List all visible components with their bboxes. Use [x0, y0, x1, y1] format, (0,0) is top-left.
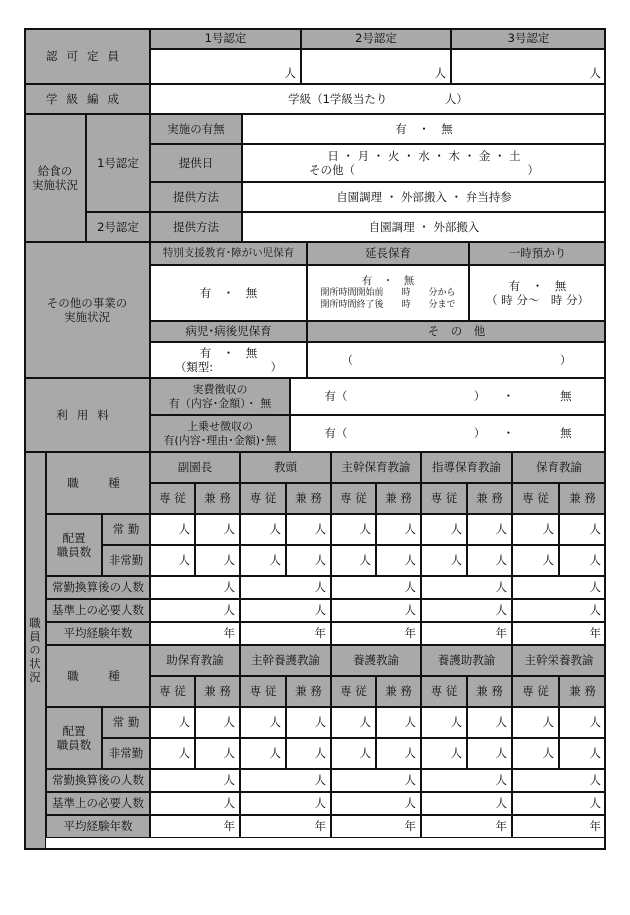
concurrent-header: 兼 務: [559, 483, 606, 514]
parttime-dedicated-field[interactable]: 人: [512, 545, 559, 576]
fulltime-concurrent-field[interactable]: 人: [195, 707, 240, 738]
parttime-concurrent-field[interactable]: 人: [376, 738, 421, 769]
meal-implementation-label: 実施の有無: [150, 114, 242, 144]
concurrent-header: 兼 務: [286, 483, 331, 514]
extended-care-header: 延長保育: [307, 242, 469, 265]
fte-field[interactable]: 人: [512, 576, 606, 599]
job-title-2-2: 養護教諭: [331, 645, 421, 676]
fte-field[interactable]: 人: [421, 576, 512, 599]
fulltime-concurrent-field[interactable]: 人: [467, 514, 512, 545]
dedicated-header: 専 従: [240, 483, 286, 514]
parttime-dedicated-field[interactable]: 人: [150, 738, 195, 769]
cert2-capacity-field[interactable]: 人: [301, 49, 451, 84]
parttime-dedicated-field[interactable]: 人: [421, 545, 467, 576]
fulltime-concurrent-field[interactable]: 人: [286, 514, 331, 545]
required-count-label: 基準上の必要人数: [46, 792, 150, 815]
experience-field[interactable]: 年: [331, 622, 421, 645]
fulltime-dedicated-field[interactable]: 人: [150, 707, 195, 738]
meal-days-label: 提供日: [150, 144, 242, 182]
job-title-2-1: 主幹養護教諭: [240, 645, 331, 676]
meal-cert2-label: 2号認定: [86, 212, 150, 242]
parttime-concurrent-field[interactable]: 人: [195, 738, 240, 769]
full-time-label: 常 勤: [102, 707, 150, 738]
dedicated-header: 専 従: [421, 676, 467, 707]
special-support-field[interactable]: 有 ・ 無: [150, 265, 307, 321]
fte-field[interactable]: 人: [240, 576, 331, 599]
fulltime-concurrent-field[interactable]: 人: [376, 514, 421, 545]
experience-field[interactable]: 年: [331, 815, 421, 838]
staff-count-label: 配置 職員数: [46, 514, 102, 576]
additional-fee-field[interactable]: 有（ ） ・ 無: [290, 415, 606, 452]
fulltime-concurrent-field[interactable]: 人: [467, 707, 512, 738]
fulltime-dedicated-field[interactable]: 人: [331, 514, 376, 545]
parttime-concurrent-field[interactable]: 人: [286, 738, 331, 769]
required-field[interactable]: 人: [421, 599, 512, 622]
experience-field[interactable]: 年: [421, 622, 512, 645]
dedicated-header: 専 従: [512, 483, 559, 514]
cert2-header: 2号認定: [301, 28, 451, 49]
dedicated-header: 専 従: [150, 483, 195, 514]
meal-cert1-label: 1号認定: [86, 114, 150, 212]
job-title-2-4: 主幹栄養教諭: [512, 645, 606, 676]
concurrent-header: 兼 務: [376, 483, 421, 514]
job-title-1-1: 教頭: [240, 452, 331, 483]
extended-care-start: 開所時間開始前 時 分から: [320, 288, 456, 299]
experience-field[interactable]: 年: [240, 815, 331, 838]
fulltime-dedicated-field[interactable]: 人: [331, 707, 376, 738]
fulltime-dedicated-field[interactable]: 人: [240, 514, 286, 545]
staff-count-label: 配置 職員数: [46, 707, 102, 769]
fte-field[interactable]: 人: [150, 769, 240, 792]
sick-child-field[interactable]: 有 ・ 無 （類型: ）: [150, 342, 307, 378]
job-title-1-3: 指導保育教諭: [421, 452, 512, 483]
sick-child-header: 病児･病後児保育: [150, 321, 307, 342]
experience-field[interactable]: 年: [512, 815, 606, 838]
parttime-dedicated-field[interactable]: 人: [240, 545, 286, 576]
other-services-label: その他の事業の 実施状況: [24, 242, 150, 378]
parttime-concurrent-field[interactable]: 人: [195, 545, 240, 576]
parttime-concurrent-field[interactable]: 人: [559, 545, 606, 576]
parttime-dedicated-field[interactable]: 人: [150, 545, 195, 576]
meal-implementation-field[interactable]: 有 ・ 無: [242, 114, 606, 144]
meal-method-label: 提供方法: [150, 182, 242, 212]
part-time-label: 非常勤: [102, 545, 150, 576]
parttime-dedicated-field[interactable]: 人: [331, 738, 376, 769]
fulltime-dedicated-field[interactable]: 人: [512, 707, 559, 738]
meal-method-cert2-field[interactable]: 自園調理 ・ 外部搬入: [242, 212, 606, 242]
fte-field[interactable]: 人: [512, 769, 606, 792]
required-field[interactable]: 人: [150, 599, 240, 622]
required-field[interactable]: 人: [512, 792, 606, 815]
parttime-concurrent-field[interactable]: 人: [286, 545, 331, 576]
fulltime-concurrent-field[interactable]: 人: [559, 514, 606, 545]
fte-field[interactable]: 人: [421, 769, 512, 792]
parttime-concurrent-field[interactable]: 人: [467, 545, 512, 576]
required-field[interactable]: 人: [240, 599, 331, 622]
fulltime-dedicated-field[interactable]: 人: [150, 514, 195, 545]
fte-count-label: 常勤換算後の人数: [46, 576, 150, 599]
other-header: そ の 他: [307, 321, 606, 342]
parttime-concurrent-field[interactable]: 人: [559, 738, 606, 769]
part-time-label: 非常勤: [102, 738, 150, 769]
dedicated-header: 専 従: [331, 676, 376, 707]
extended-care-end: 開所時間終了後 時 分まで: [320, 299, 456, 310]
cert1-header: 1号認定: [150, 28, 301, 49]
concurrent-header: 兼 務: [559, 676, 606, 707]
cert1-capacity-field[interactable]: 人: [150, 49, 301, 84]
parttime-dedicated-field[interactable]: 人: [240, 738, 286, 769]
job-type-label: 職 種: [46, 452, 150, 514]
parttime-dedicated-field[interactable]: 人: [331, 545, 376, 576]
actual-cost-field[interactable]: 有（ ） ・ 無: [290, 378, 606, 415]
fte-field[interactable]: 人: [150, 576, 240, 599]
fte-field[interactable]: 人: [331, 769, 421, 792]
required-field[interactable]: 人: [421, 792, 512, 815]
required-field[interactable]: 人: [512, 599, 606, 622]
job-type-label: 職 種: [46, 645, 150, 707]
extended-care-yesno: 有 ・ 無: [361, 275, 415, 288]
required-field[interactable]: 人: [240, 792, 331, 815]
meal-method-cert2-label: 提供方法: [150, 212, 242, 242]
fulltime-dedicated-field[interactable]: 人: [240, 707, 286, 738]
fulltime-concurrent-field[interactable]: 人: [376, 707, 421, 738]
meal-label: 給食の 実施状況: [24, 114, 86, 242]
experience-field[interactable]: 年: [150, 815, 240, 838]
concurrent-header: 兼 務: [286, 676, 331, 707]
class-organization-label: 学級編成: [24, 84, 150, 114]
required-field[interactable]: 人: [331, 792, 421, 815]
special-support-header: 特別支援教育･障がい児保育: [150, 242, 307, 265]
meal-days-field[interactable]: 日 ・ 月 ・ 火 ・ 水 ・ 木 ・ 金 ・ 土 その他（ ）: [242, 144, 606, 182]
parttime-dedicated-field[interactable]: 人: [512, 738, 559, 769]
temporary-care-header: 一時預かり: [469, 242, 606, 265]
fulltime-concurrent-field[interactable]: 人: [286, 707, 331, 738]
job-title-1-2: 主幹保育教諭: [331, 452, 421, 483]
class-organization-field[interactable]: 学級（1学級当たり 人）: [150, 84, 606, 114]
actual-cost-label: 実費徴収の 有（内容･金額）・ 無: [150, 378, 290, 415]
fulltime-concurrent-field[interactable]: 人: [559, 707, 606, 738]
concurrent-header: 兼 務: [467, 676, 512, 707]
concurrent-header: 兼 務: [467, 483, 512, 514]
license-form: [24, 28, 606, 850]
parttime-concurrent-field[interactable]: 人: [376, 545, 421, 576]
fulltime-dedicated-field[interactable]: 人: [421, 707, 467, 738]
experience-field[interactable]: 年: [240, 622, 331, 645]
job-title-1-0: 副園長: [150, 452, 240, 483]
concurrent-header: 兼 務: [376, 676, 421, 707]
fte-field[interactable]: 人: [240, 769, 331, 792]
other-field[interactable]: （ ）: [307, 342, 606, 378]
parttime-dedicated-field[interactable]: 人: [421, 738, 467, 769]
fte-field[interactable]: 人: [331, 576, 421, 599]
required-field[interactable]: 人: [331, 599, 421, 622]
job-title-1-4: 保育教諭: [512, 452, 606, 483]
required-count-label: 基準上の必要人数: [46, 599, 150, 622]
concurrent-header: 兼 務: [195, 676, 240, 707]
fees-label: 利用料: [24, 378, 150, 452]
job-title-2-3: 養護助教諭: [421, 645, 512, 676]
temporary-care-field[interactable]: 有 ・ 無 （ 時 分～ 時 分）: [469, 265, 606, 321]
experience-field[interactable]: 年: [150, 622, 240, 645]
additional-fee-label: 上乗せ徴収の 有(内容･理由･金額)･無: [150, 415, 290, 452]
dedicated-header: 専 従: [240, 676, 286, 707]
experience-field[interactable]: 年: [421, 815, 512, 838]
dedicated-header: 専 従: [150, 676, 195, 707]
fulltime-dedicated-field[interactable]: 人: [421, 514, 467, 545]
fulltime-dedicated-field[interactable]: 人: [512, 514, 559, 545]
staff-status-label: 職員の状況: [24, 452, 46, 850]
dedicated-header: 専 従: [331, 483, 376, 514]
extended-care-field[interactable]: [307, 265, 469, 321]
avg-experience-label: 平均経験年数: [46, 815, 150, 838]
full-time-label: 常 勤: [102, 514, 150, 545]
dedicated-header: 専 従: [421, 483, 467, 514]
cert3-header: 3号認定: [451, 28, 606, 49]
dedicated-header: 専 従: [512, 676, 559, 707]
meal-method-field[interactable]: 自園調理 ・ 外部搬入 ・ 弁当持参: [242, 182, 606, 212]
job-title-2-0: 助保育教諭: [150, 645, 240, 676]
concurrent-header: 兼 務: [195, 483, 240, 514]
capacity-label: 認可定員: [24, 28, 150, 84]
fulltime-concurrent-field[interactable]: 人: [195, 514, 240, 545]
experience-field[interactable]: 年: [512, 622, 606, 645]
avg-experience-label: 平均経験年数: [46, 622, 150, 645]
required-field[interactable]: 人: [150, 792, 240, 815]
cert3-capacity-field[interactable]: 人: [451, 49, 606, 84]
parttime-concurrent-field[interactable]: 人: [467, 738, 512, 769]
fte-count-label: 常勤換算後の人数: [46, 769, 150, 792]
